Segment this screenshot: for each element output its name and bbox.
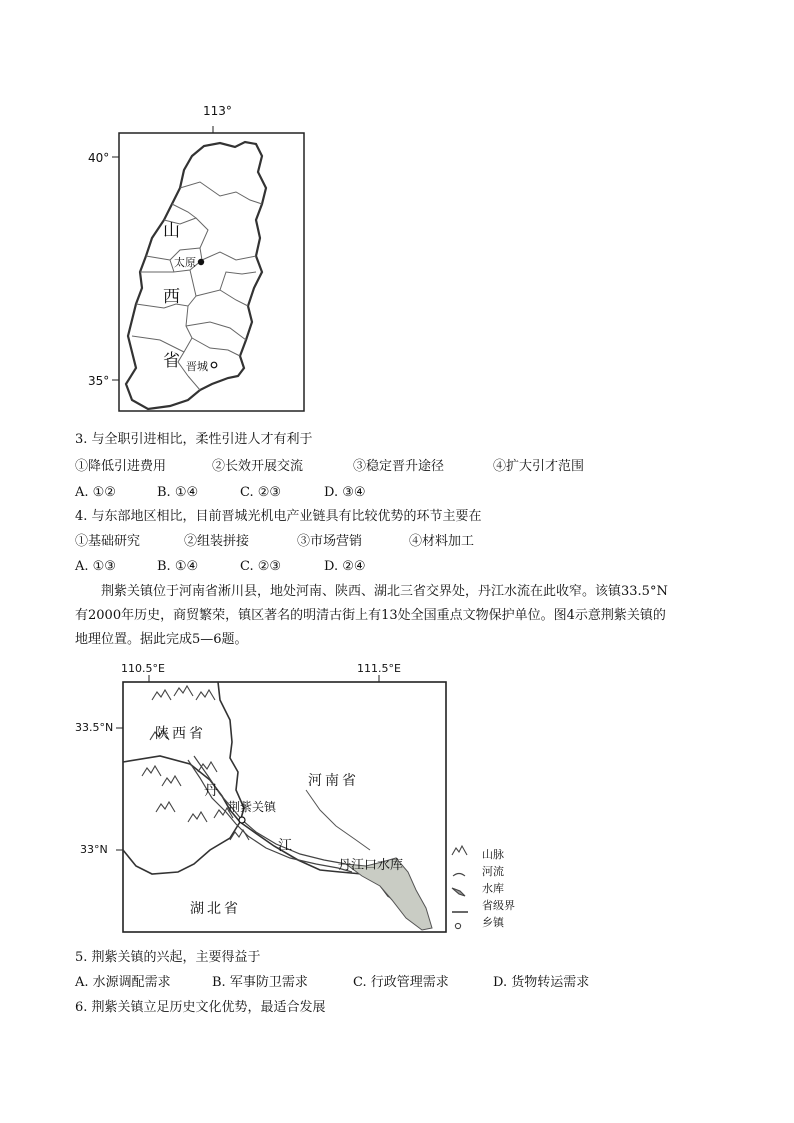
legend-label-border: 省级界 bbox=[482, 899, 515, 912]
label-hubei: 湖北省 bbox=[190, 901, 241, 917]
question-3-option-b: B. ①④ bbox=[157, 485, 199, 500]
taiyuan-dot bbox=[198, 259, 204, 265]
legend-label-reservoir: 水库 bbox=[482, 882, 504, 895]
label-river-dan: 丹 bbox=[204, 783, 218, 799]
passage-line-2: 有2000年历史，商贸繁荣，镇区著名的明清古街上有13处全国重点文物保护单位。图4示意荆紫关镇的 bbox=[75, 608, 666, 623]
question-6-stem: 6. 荆紫关镇立足历史文化优势，最适合发展 bbox=[75, 1000, 326, 1015]
question-4-option-a: A. ①③ bbox=[75, 559, 116, 574]
question-4-stem: 4. 与东部地区相比，目前晋城光机电产业链具有比较优势的环节主要在 bbox=[75, 509, 482, 524]
question-5-option-c: C. 行政管理需求 bbox=[353, 975, 449, 990]
province-char-xi: 西 bbox=[163, 287, 180, 307]
passage-line-1: 荆紫关镇位于河南省淅川县，地处河南、陕西、湖北三省交界处，丹江水流在此收窄。该镇33.5°N bbox=[101, 584, 668, 599]
river-tributary bbox=[306, 790, 370, 850]
jingziguan-map-svg bbox=[70, 660, 530, 940]
shanxi-map bbox=[80, 100, 320, 420]
question-3-stem: 3. 与全职引进相比，柔性引进人才有利于 bbox=[75, 432, 313, 447]
lon-label-111-5: 111.5°E bbox=[357, 662, 401, 675]
city-label-jincheng: 晋城 bbox=[186, 360, 208, 373]
lat-label-33: 33°N bbox=[80, 843, 108, 856]
question-3-item-4: ④扩大引才范围 bbox=[493, 459, 585, 474]
province-char-sheng: 省 bbox=[163, 351, 180, 371]
question-3-item-2: ②长效开展交流 bbox=[212, 459, 304, 474]
question-4-item-4: ④材料加工 bbox=[409, 534, 475, 549]
question-3-item-3: ③稳定晋升途径 bbox=[353, 459, 445, 474]
label-river-jiang: 江 bbox=[278, 838, 292, 854]
province-char-shan: 山 bbox=[163, 221, 180, 241]
question-4-option-c: C. ②③ bbox=[240, 559, 282, 574]
question-3-option-d: D. ③④ bbox=[324, 485, 366, 500]
map-legend bbox=[452, 846, 468, 929]
jingziguan-map bbox=[70, 660, 530, 940]
border-shaanxi-hubei bbox=[123, 756, 240, 822]
question-5-stem: 5. 荆紫关镇的兴起，主要得益于 bbox=[75, 950, 261, 965]
legend-label-mountain: 山脉 bbox=[482, 848, 504, 861]
lon-label-110-5: 110.5°E bbox=[121, 662, 165, 675]
label-danjiangkou-reservoir: 丹江口水库 bbox=[338, 858, 404, 873]
border-hubei-west bbox=[123, 822, 240, 874]
town-jingziguan-dot bbox=[239, 817, 245, 823]
label-shaanxi: 陕西省 bbox=[155, 726, 206, 742]
passage-line-3: 地理位置。据此完成5—6题。 bbox=[75, 632, 248, 647]
question-5-option-a: A. 水源调配需求 bbox=[75, 975, 171, 990]
lon-label-113: 113° bbox=[203, 104, 232, 118]
city-label-taiyuan: 太原 bbox=[174, 256, 196, 269]
question-5-option-d: D. 货物转运需求 bbox=[493, 975, 590, 990]
question-4-option-b: B. ①④ bbox=[157, 559, 199, 574]
label-jingziguan-town: 荆紫关镇 bbox=[228, 800, 277, 814]
question-3-option-c: C. ②③ bbox=[240, 485, 282, 500]
question-3-item-1: ①降低引进费用 bbox=[75, 459, 167, 474]
question-4-item-1: ①基础研究 bbox=[75, 534, 141, 549]
question-4-option-d: D. ②④ bbox=[324, 559, 366, 574]
question-4-item-2: ②组装拼接 bbox=[184, 534, 250, 549]
legend-mountain-icon bbox=[452, 846, 467, 855]
jincheng-dot bbox=[211, 362, 217, 368]
question-4-item-3: ③市场营销 bbox=[297, 534, 363, 549]
legend-label-town: 乡镇 bbox=[482, 916, 504, 929]
question-3-option-a: A. ①② bbox=[75, 485, 116, 500]
lat-label-40: 40° bbox=[88, 151, 110, 165]
legend-label-river: 河流 bbox=[482, 865, 504, 878]
legend-river-icon bbox=[453, 874, 465, 877]
legend-town-icon bbox=[455, 923, 460, 928]
lat-label-35: 35° bbox=[88, 374, 110, 388]
question-5-option-b: B. 军事防卫需求 bbox=[212, 975, 308, 990]
passage bbox=[75, 580, 725, 652]
label-henan: 河南省 bbox=[308, 773, 359, 789]
legend-reservoir-icon bbox=[452, 888, 465, 896]
lat-label-33-5: 33.5°N bbox=[75, 721, 114, 734]
